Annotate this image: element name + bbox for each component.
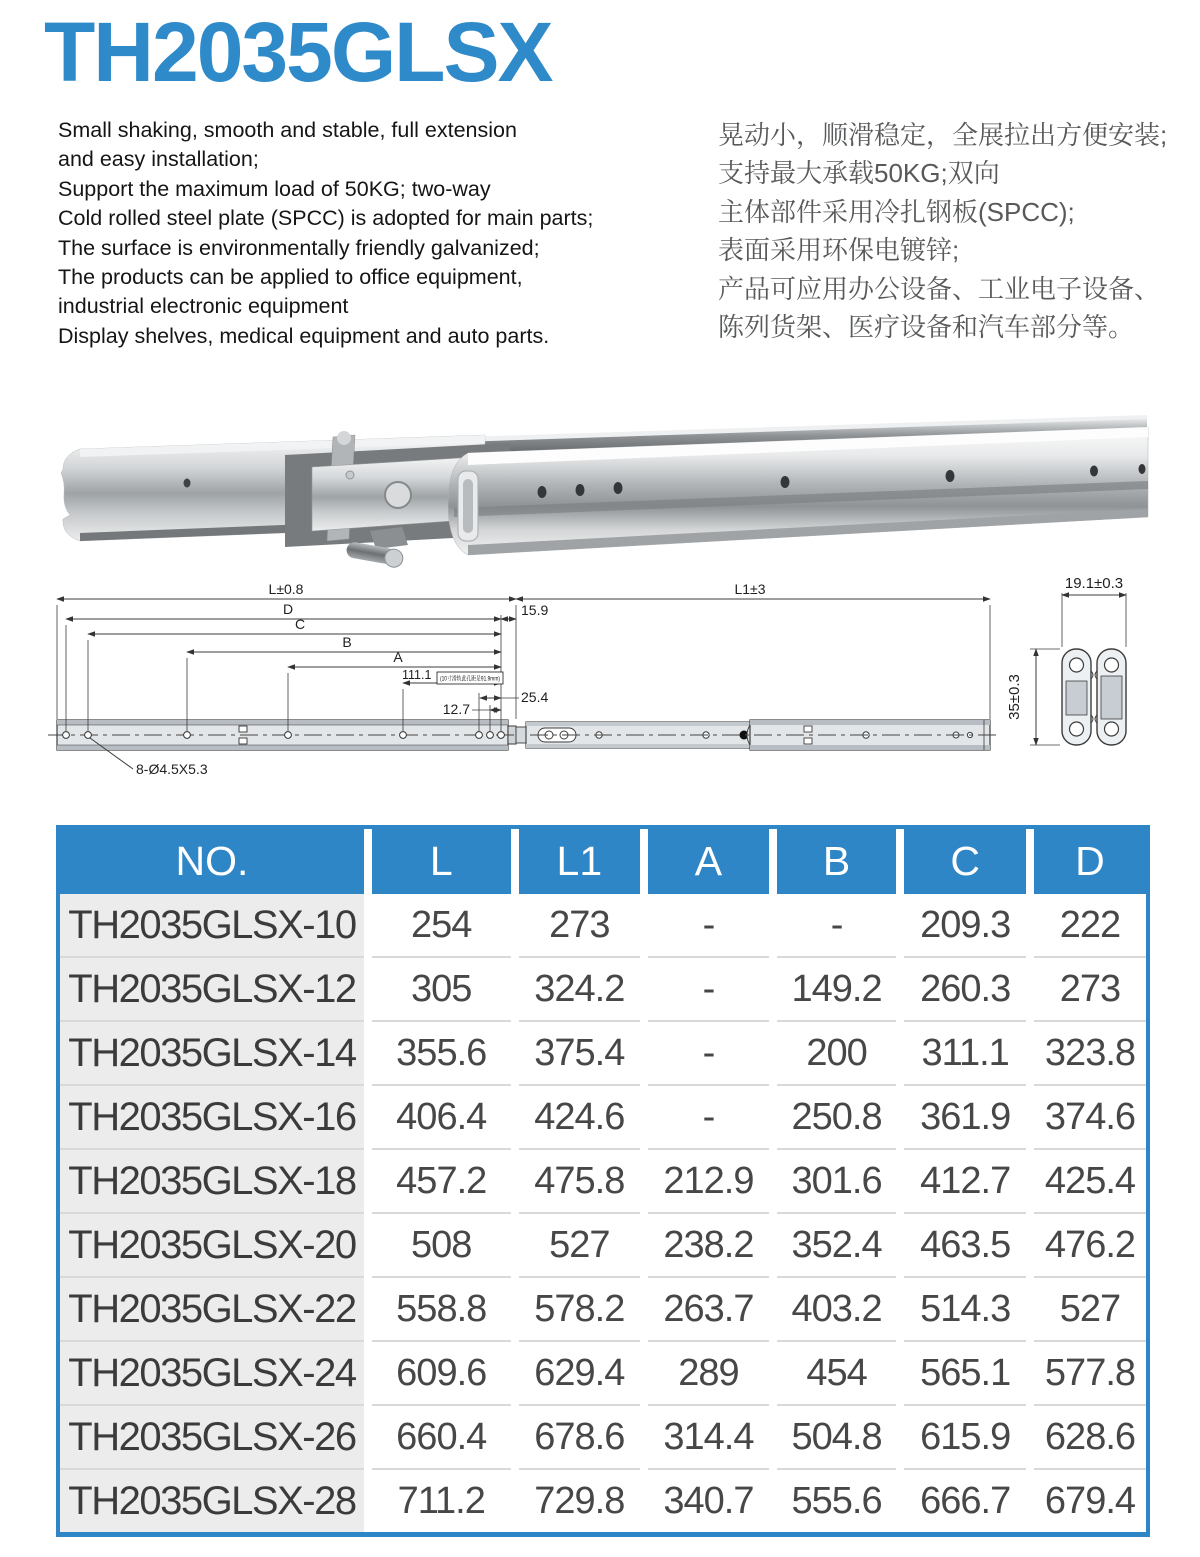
- row-value: 629.4: [519, 1342, 641, 1406]
- row-value: -: [648, 894, 769, 958]
- column-header-b: B: [777, 829, 897, 894]
- description-english: [58, 116, 698, 351]
- row-value: 615.9: [904, 1406, 1026, 1470]
- row-value: 314.4: [648, 1406, 769, 1470]
- row-value: -: [648, 958, 769, 1022]
- dim-label-a: A: [393, 649, 403, 665]
- column-header-l: L: [372, 829, 511, 894]
- row-value: 729.8: [519, 1470, 641, 1532]
- description-line: Small shaking, smooth and stable, full extension: [58, 118, 517, 142]
- row-value: 558.8: [372, 1278, 511, 1342]
- row-value: 457.2: [372, 1150, 511, 1214]
- row-value: 508: [372, 1214, 511, 1278]
- row-value: 352.4: [777, 1214, 897, 1278]
- row-value: 666.7: [904, 1470, 1026, 1532]
- row-value: 609.6: [372, 1342, 511, 1406]
- description-line: industrial electronic equipment: [58, 294, 349, 319]
- row-value: 454: [777, 1342, 897, 1406]
- column-header-l1: L1: [519, 829, 641, 894]
- row-value: 273: [1034, 958, 1146, 1022]
- row-value: 254: [372, 894, 511, 958]
- row-value: -: [648, 1022, 769, 1086]
- row-value: 263.7: [648, 1278, 769, 1342]
- description-line: Display shelves, medical equipment and auto parts.: [58, 323, 550, 348]
- dim-label-25-4: 25.4: [521, 689, 549, 705]
- row-model-no: TH2035GLSX-22: [60, 1278, 364, 1342]
- row-value: 289: [648, 1342, 769, 1406]
- row-value: 209.3: [904, 894, 1026, 958]
- row-value: 711.2: [372, 1470, 511, 1532]
- dim-label-111-1: 111.1: [402, 668, 432, 682]
- column-header-a: A: [648, 829, 769, 894]
- row-value: 222: [1034, 894, 1146, 958]
- row-model-no: TH2035GLSX-14: [60, 1022, 364, 1086]
- description-line: 表面采用环保电镀锌;: [718, 235, 960, 266]
- description-line: The surface is environmentally friendly galvanized;: [58, 235, 540, 260]
- row-model-no: TH2035GLSX-18: [60, 1150, 364, 1214]
- row-value: 678.6: [519, 1406, 641, 1470]
- dim-label-12-7: 12.7: [442, 701, 470, 717]
- row-value: 475.8: [519, 1150, 641, 1214]
- description-line: 主体部件采用冷扎钢板(SPCC);: [718, 196, 1075, 227]
- row-value: 425.4: [1034, 1150, 1146, 1214]
- row-value: 514.3: [904, 1278, 1026, 1342]
- row-value: -: [648, 1086, 769, 1150]
- dim-note-annotation: (10寸滑轨此孔距是91.9mm): [440, 676, 515, 683]
- description-line: 陈列货架、医疗设备和汽车部分等。: [718, 312, 1135, 343]
- row-value: 504.8: [777, 1406, 897, 1470]
- row-value: 273: [519, 894, 641, 958]
- description-line: and easy installation;: [58, 147, 259, 172]
- column-header-c: C: [904, 829, 1026, 894]
- row-value: 212.9: [648, 1150, 769, 1214]
- row-value: 476.2: [1034, 1214, 1146, 1278]
- row-value: 555.6: [777, 1470, 897, 1532]
- dim-label-width: 19.1±0.3: [1064, 575, 1124, 592]
- column-header-no: NO.: [60, 829, 364, 894]
- description-line: Support the maximum load of 50KG; two-way: [58, 176, 491, 201]
- description-line: 晃动小，顺滑稳定，全展拉出方便安装;: [718, 120, 1168, 150]
- row-value: 403.2: [777, 1278, 897, 1342]
- row-value: 311.1: [904, 1022, 1026, 1086]
- row-value: 250.8: [777, 1086, 897, 1150]
- description-chinese: [718, 116, 1188, 346]
- description-line: The products can be applied to office equipment,: [58, 265, 523, 290]
- row-value: 238.2: [648, 1214, 769, 1278]
- row-value: 149.2: [777, 958, 897, 1022]
- drawing-extended-view: [516, 581, 1000, 750]
- row-value: 424.6: [519, 1086, 641, 1150]
- row-value: 565.1: [904, 1342, 1026, 1406]
- dim-label-l: L±0.8: [268, 581, 304, 597]
- dim-label-l1: L1±3: [734, 581, 766, 597]
- row-value: 578.2: [519, 1278, 641, 1342]
- row-value: 577.8: [1034, 1342, 1146, 1406]
- dim-label-height: 35±0.3: [1006, 674, 1023, 720]
- row-value: 375.4: [519, 1022, 641, 1086]
- description-line: Cold rolled steel plate (SPCC) is adopted for main parts;: [58, 206, 594, 231]
- dim-label-15-9: 15.9: [521, 602, 549, 618]
- row-value: 301.6: [777, 1150, 897, 1214]
- product-photo: [50, 413, 1150, 568]
- row-model-no: TH2035GLSX-16: [60, 1086, 364, 1150]
- row-model-no: TH2035GLSX-28: [60, 1470, 364, 1532]
- dim-label-b: B: [342, 634, 352, 650]
- row-value: 406.4: [372, 1086, 511, 1150]
- spec-table: [56, 825, 1150, 1537]
- row-value: 463.5: [904, 1214, 1026, 1278]
- dim-label-holes: 8-Ø4.5X5.3: [136, 761, 208, 777]
- row-value: 323.8: [1034, 1022, 1146, 1086]
- dimension-drawing: [0, 575, 1200, 815]
- column-header-d: D: [1034, 829, 1146, 894]
- row-value: 340.7: [648, 1470, 769, 1532]
- row-value: 260.3: [904, 958, 1026, 1022]
- row-value: 527: [519, 1214, 641, 1278]
- slide-rail-photo: [61, 415, 1148, 568]
- row-model-no: TH2035GLSX-12: [60, 958, 364, 1022]
- row-value: 628.6: [1034, 1406, 1146, 1470]
- dim-label-c: C: [294, 616, 306, 632]
- row-value: 305: [372, 958, 511, 1022]
- row-value: 374.6: [1034, 1086, 1146, 1150]
- row-model-no: TH2035GLSX-20: [60, 1214, 364, 1278]
- row-value: 200: [777, 1022, 897, 1086]
- description-line: 支持最大承载50KG;双向: [718, 158, 1000, 189]
- page-title: TH2035GLSX: [44, 5, 552, 99]
- row-value: 361.9: [904, 1086, 1026, 1150]
- row-value: 324.2: [519, 958, 641, 1022]
- row-model-no: TH2035GLSX-10: [60, 894, 364, 958]
- description-line: 产品可应用办公设备、工业电子设备、: [718, 273, 1161, 304]
- row-value: -: [777, 894, 897, 958]
- row-model-no: TH2035GLSX-24: [60, 1342, 364, 1406]
- row-value: 660.4: [372, 1406, 511, 1470]
- drawing-cross-section: [1006, 575, 1126, 745]
- row-value: 412.7: [904, 1150, 1026, 1214]
- drawing-side-view: [48, 575, 1126, 777]
- row-value: 355.6: [372, 1022, 511, 1086]
- row-model-no: TH2035GLSX-26: [60, 1406, 364, 1470]
- dim-label-d: D: [282, 601, 294, 617]
- row-value: 527: [1034, 1278, 1146, 1342]
- row-value: 679.4: [1034, 1470, 1146, 1532]
